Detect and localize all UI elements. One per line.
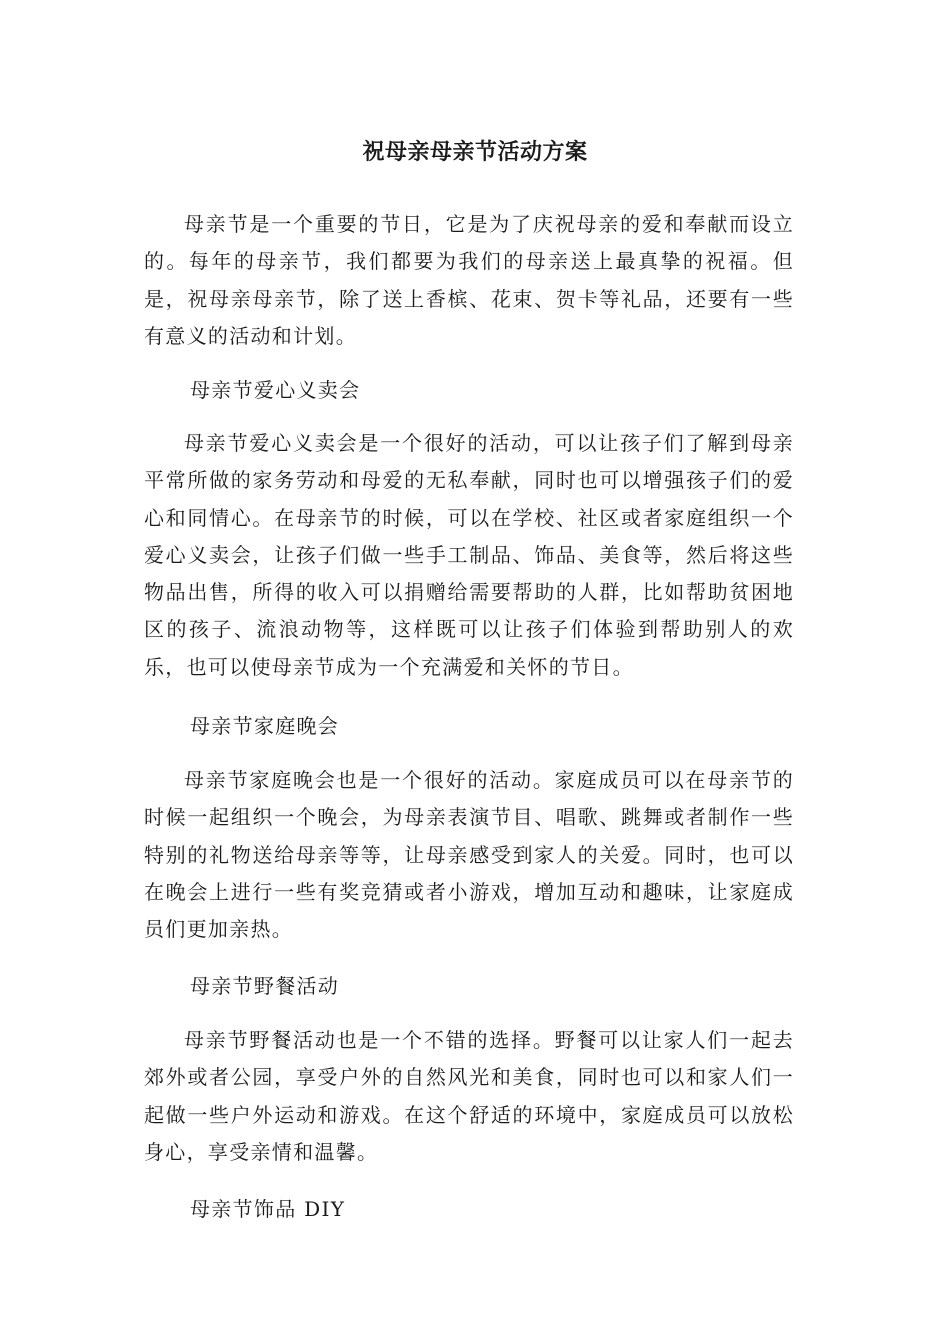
section-heading-picnic: 母亲节野餐活动: [190, 974, 340, 998]
section-heading-charity-sale: 母亲节爱心义卖会: [190, 378, 361, 402]
document-title: 祝母亲母亲节活动方案: [362, 140, 588, 165]
section-body-picnic: 母亲节野餐活动也是一个不错的选择。野餐可以让家人们一起去郊外或者公园，享受户外的自然风光和美食，同时也可以和家人们一起做一些户外运动和游戏。在这个舒适的环境中，家庭成员可以放松身心，享受亲情和温馨。: [144, 1028, 794, 1164]
section-heading-diy: 母亲节饰品 DIY: [190, 1197, 346, 1221]
intro-paragraph: 母亲节是一个重要的节日，它是为了庆祝母亲的爱和奉献而设立的。每年的母亲节，我们都要为我们的母亲送上最真挚的祝福。但是，祝母亲母亲节，除了送上香槟、花束、贺卡等礼品，还要有一些有意义的活动和计划。: [144, 212, 794, 348]
section-heading-family-party: 母亲节家庭晚会: [190, 714, 340, 738]
section-body-family-party: 母亲节家庭晚会也是一个很好的活动。家庭成员可以在母亲节的时候一起组织一个晚会，为母亲表演节目、唱歌、跳舞或者制作一些特别的礼物送给母亲等等，让母亲感受到家人的关爱。同时，也可以在晚会上进行一些有奖竞猜或者小游戏，增加互动和趣味，让家庭成员们更加亲热。: [144, 768, 794, 942]
section-body-charity-sale: 母亲节爱心义卖会是一个很好的活动，可以让孩子们了解到母亲平常所做的家务劳动和母爱的无私奉献，同时也可以增强孩子们的爱心和同情心。在母亲节的时候，可以在学校、社区或者家庭组织一个爱心义卖会，让孩子们做一些手工制品、饰品、美食等，然后将这些物品出售，所得的收入可以捐赠给需要帮助的人群，比如帮助贫困地区的孩子、流浪动物等，这样既可以让孩子们体验到帮助别人的欢乐，也可以使母亲节成为一个充满爱和关怀的节日。: [144, 431, 794, 679]
